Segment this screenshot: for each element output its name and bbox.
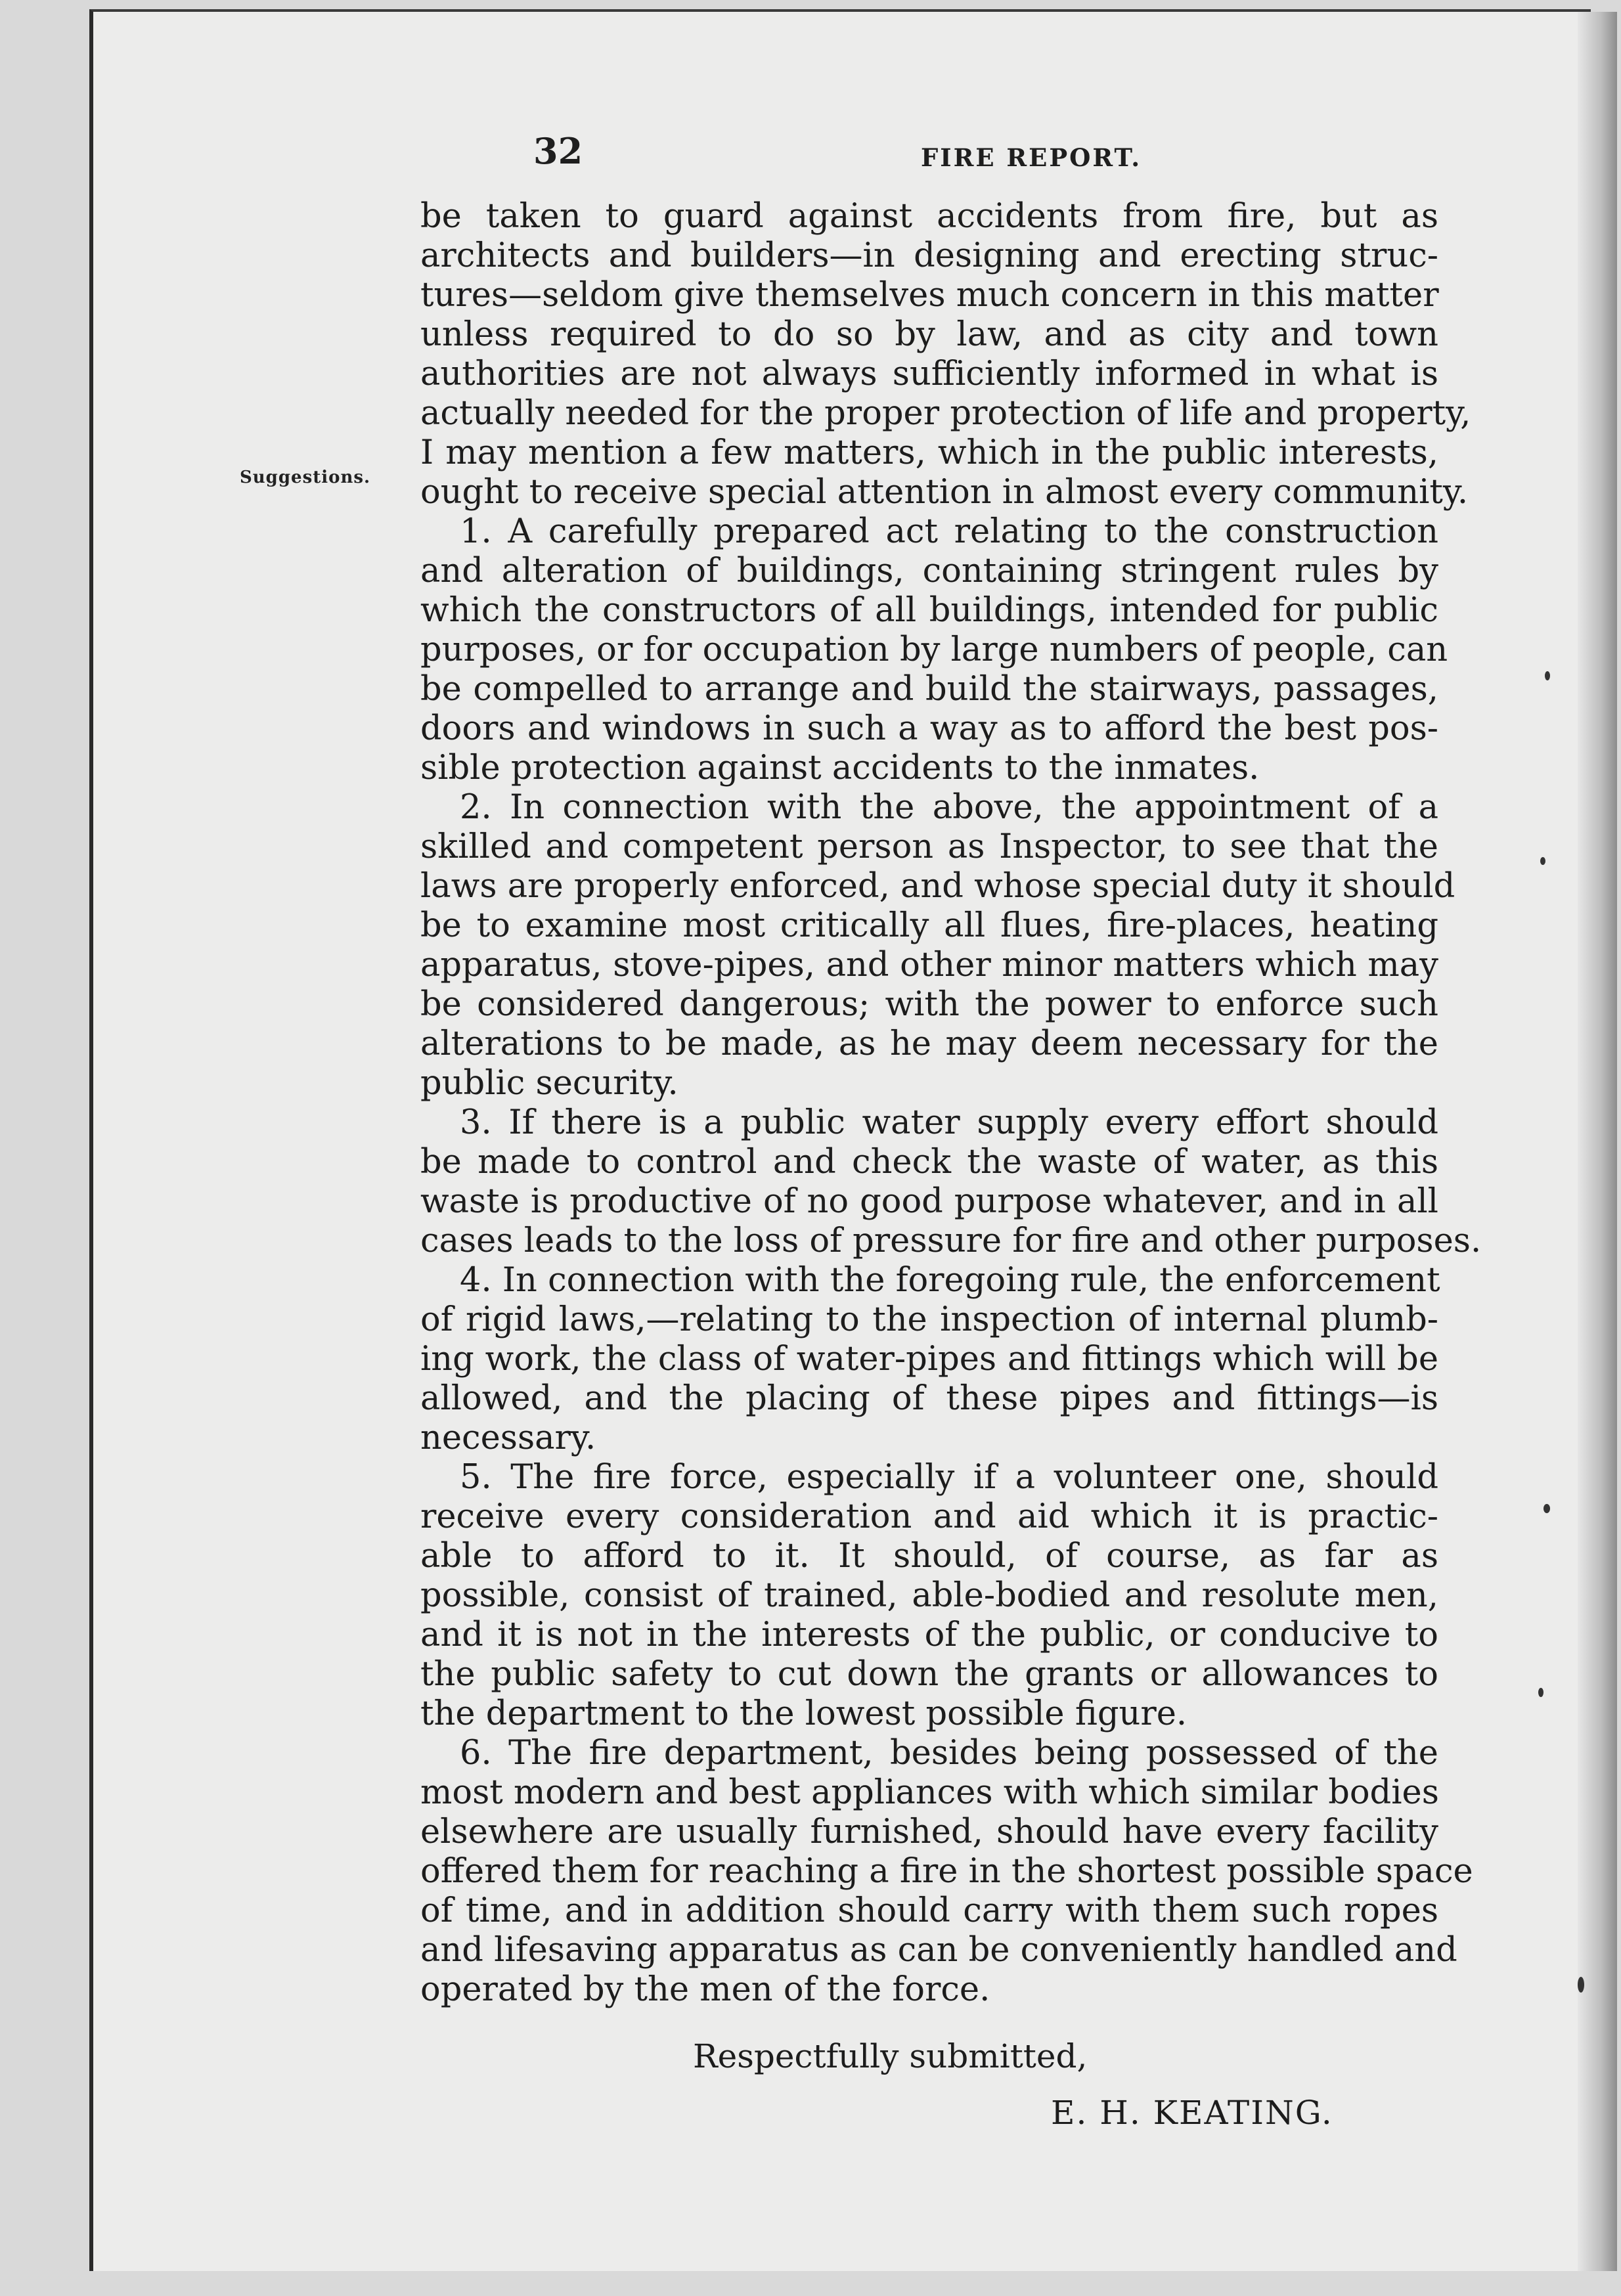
body-line: able to afford to it. It should, of course, as far as <box>420 1537 1438 1576</box>
scan-speck <box>1540 857 1545 865</box>
body-line: be taken to guard against accidents from fire, but as <box>420 197 1438 236</box>
body-line: alterations to be made, as he may deem necessary for the <box>420 1025 1438 1063</box>
margin-note-suggestions: Suggestions. <box>240 468 371 487</box>
body-line: be considered dangerous; with the power to enforce such <box>420 985 1438 1024</box>
body-line: public security. <box>420 1064 678 1103</box>
body-line: allowed, and the placing of these pipes and fittings—is <box>420 1379 1438 1418</box>
body-line: doors and windows in such a way as to afford the best pos- <box>420 709 1438 748</box>
body-line: waste is productive of no good purpose whatever, and in all <box>420 1182 1438 1221</box>
body-line: cases leads to the loss of pressure for fire and other purposes. <box>420 1222 1482 1260</box>
body-line: tures—seldom give themselves much concern in this matter <box>420 276 1439 315</box>
scan-speck <box>1545 671 1550 680</box>
body-line: be made to control and check the waste of water, as this <box>420 1143 1438 1181</box>
body-line: operated by the men of the force. <box>420 1970 990 2009</box>
body-line: authorities are not always sufficiently informed in what is <box>420 355 1438 393</box>
body-line: offered them for reaching a fire in the shortest possible space <box>420 1852 1473 1891</box>
body-line: which the constructors of all buildings, intended for public <box>420 591 1438 630</box>
body-line: 2. In connection with the above, the appointment of a <box>460 788 1438 827</box>
body-line: of rigid laws,—relating to the inspection of internal plumb- <box>420 1300 1438 1339</box>
body-line: ing work, the class of water-pipes and fittings which will be <box>420 1340 1438 1379</box>
body-line: 1. A carefully prepared act relating to the construction <box>460 512 1438 551</box>
body-line: possible, consist of trained, able-bodied and resolute men, <box>420 1576 1438 1615</box>
body-line: I may mention a few matters, which in the public interests, <box>420 433 1438 472</box>
body-line: 4. In connection with the foregoing rule, the enforcement <box>460 1261 1440 1300</box>
body-line: apparatus, stove-pipes, and other minor matters which may <box>420 946 1438 984</box>
body-line: and it is not in the interests of the public, or conducive to <box>420 1616 1438 1654</box>
body-line: 5. The fire force, especially if a volunteer one, should <box>460 1458 1438 1497</box>
running-head: FIRE REPORT. <box>921 143 1142 172</box>
body-line: 3. If there is a public water supply every effort should <box>460 1103 1438 1142</box>
scan-speck <box>1538 1688 1543 1697</box>
body-line: actually needed for the proper protection of life and property, <box>420 394 1471 433</box>
body-line: skilled and competent person as Inspector, to see that the <box>420 828 1438 866</box>
body-line: ought to receive special attention in almost every community. <box>420 473 1469 512</box>
body-line: of time, and in addition should carry with them such ropes <box>420 1891 1438 1930</box>
body-line: the department to the lowest possible figure. <box>420 1694 1188 1733</box>
body-line: 6. The fire department, besides being possessed of the <box>460 1734 1438 1773</box>
body-line: most modern and best appliances with which similar bodies <box>420 1773 1439 1812</box>
body-line: and alteration of buildings, containing stringent rules by <box>420 552 1438 590</box>
report-body <box>420 197 1482 2010</box>
closing-salutation: Respectfully submitted, <box>693 2037 1088 2075</box>
body-line: sible protection against accidents to the inmates. <box>420 749 1260 787</box>
body-line: unless required to do so by law, and as city and town <box>420 315 1438 354</box>
body-line: architects and builders—in designing and erecting struc- <box>420 236 1438 275</box>
scan-speck <box>1578 1977 1584 1993</box>
body-line: necessary. <box>420 1419 596 1457</box>
body-line: elsewhere are usually furnished, should have every facility <box>420 1813 1438 1851</box>
body-line: laws are properly enforced, and whose special duty it should <box>420 867 1455 906</box>
body-line: and lifesaving apparatus as can be conveniently handled and <box>420 1931 1457 1970</box>
body-line: receive every consideration and aid which it is practic- <box>420 1497 1438 1536</box>
body-line: purposes, or for occupation by large numbers of people, can <box>420 630 1448 669</box>
scan-speck <box>1543 1504 1550 1513</box>
signature: E. H. KEATING. <box>1051 2094 1333 2132</box>
body-line: the public safety to cut down the grants or allowances to <box>420 1655 1438 1694</box>
body-line: be to examine most critically all flues, fire-places, heating <box>420 906 1438 945</box>
body-line: be compelled to arrange and build the stairways, passages, <box>420 670 1438 709</box>
page-number: 32 <box>533 130 583 172</box>
